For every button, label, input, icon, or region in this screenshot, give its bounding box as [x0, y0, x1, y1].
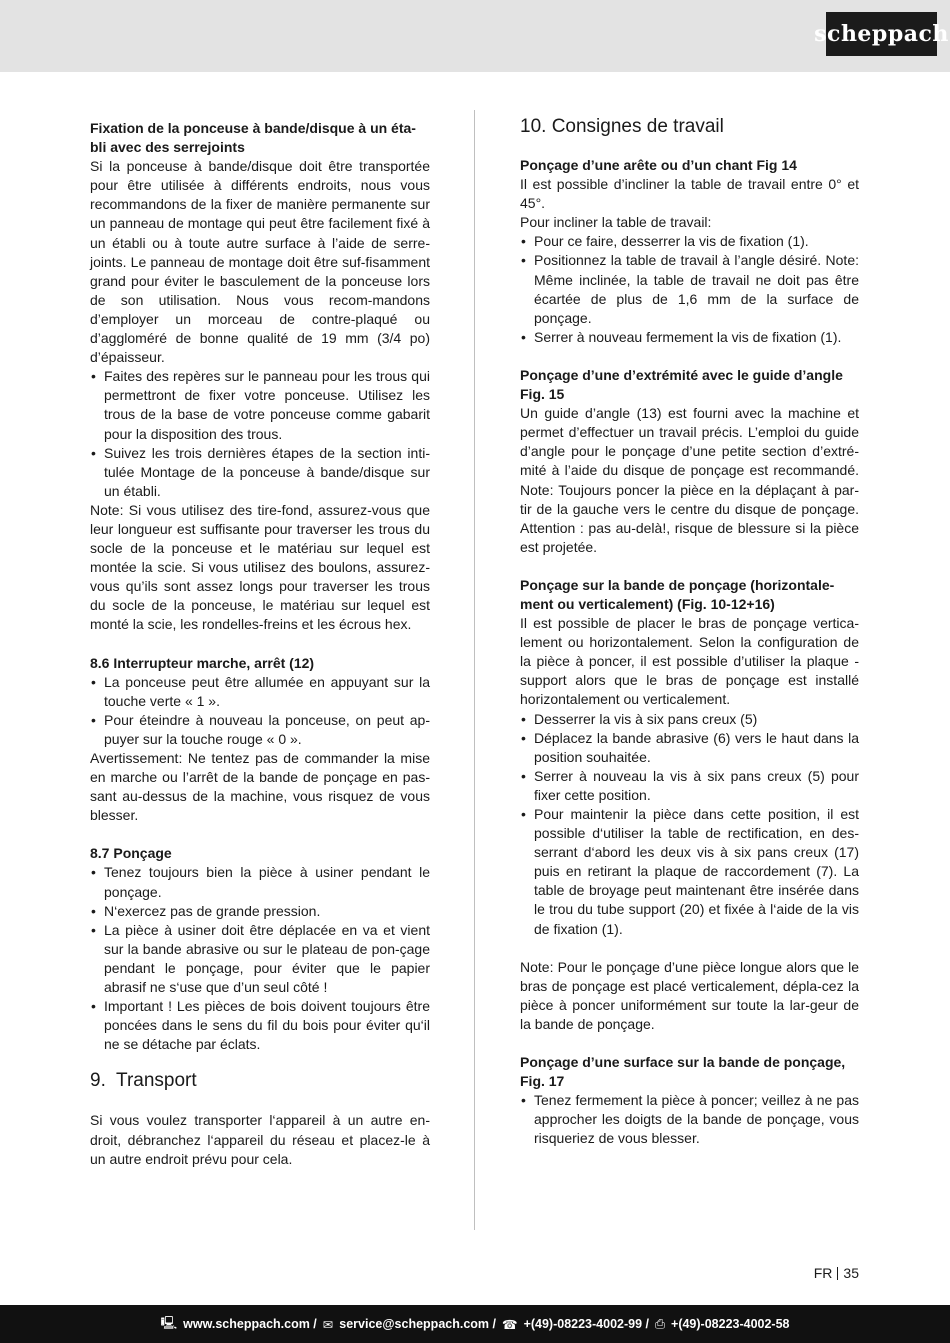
footer-bar — [0, 1305, 950, 1343]
switch-bullets — [90, 673, 430, 749]
transport-heading: 9. Transport — [90, 1070, 197, 1092]
footer-email[interactable]: service@scheppach.com / — [339, 1317, 496, 1331]
list-item: • La ponceuse peut être allumée en appuyant sur la touche verte « 1 ». — [90, 673, 430, 711]
page-lang: FR — [813, 1265, 833, 1281]
extremite-title: Ponçage d’une d’extrémité avec le guide d’angle Fig. 15 — [520, 366, 843, 403]
column-divider — [474, 110, 475, 1230]
surface-bullets — [520, 1091, 859, 1148]
list-item: • N‘exercez pas de grande pression. — [90, 902, 430, 921]
list-item: • Pour maintenir la pièce dans cette position, il est possible d‘utiliser la table de rectification, en des-serrant d‘abord les deux vis à six pans creux (17) puis en retirant la plaque de raccordement (7). La table de broyage peut maintenant être insérée dans le trou du tube support (20) et fixée à l‘aide de la vis de fixation (1). — [520, 805, 859, 939]
logo-text: scheppach — [814, 21, 949, 47]
arete-title: Ponçage d’une arête ou d’un chant Fig 14 — [520, 157, 797, 173]
footer-phone: +(49)-08223-4002-99 / — [523, 1317, 649, 1331]
switch-warning: Avertissement: Ne tentez pas de commander la mise en marche ou l’arrêt de la bande de ponçage en pas-sant au-dessus de la machine, vous risquez de vous blesser. — [90, 750, 430, 824]
list-item: • Positionnez la table de travail à l’angle désiré. Note: Même inclinée, la table de travail ne doit pas être écartée de plus de 1,6 mm de la surface de ponçage. — [520, 251, 859, 327]
fixation-note: Note: Si vous utilisez des tire-fond, assurez-vous que leur longueur est suffisante pour traverser les trous du socle de la ponceuse et le matériau sur lequel est montée la scie. Si vous utilisez des boulons, assurez-vous qu’ils sont assez longs pour traverser les trous du socle de la ponceuse, le matériau sur lequel est monté la scie, les rondelles-freins et les écrous hex. — [90, 501, 430, 633]
list-item: • Serrer à nouveau la vis à six pans creux (5) pour fixer cette position. — [520, 767, 859, 805]
list-item: • Pour éteindre à nouveau la ponceuse, on peut ap-puyer sur la touche rouge « 0 ». — [90, 711, 430, 749]
page-number — [814, 1265, 859, 1281]
computer-icon: 🖳 — [160, 1315, 178, 1330]
mail-icon: ✉ — [322, 1317, 334, 1332]
transport-paragraph: Si vous voulez transporter l‘appareil à un autre en-droit, débranchez l‘appareil du réseau et placez-le à un autre endroit prévu pour cela. — [90, 1112, 430, 1167]
list-item: • Important ! Les pièces de bois doivent toujours être poncées dans le sens du fil du bois pour éviter qu‘il ne se détache par éclats. — [90, 997, 430, 1054]
list-item: • Tenez toujours bien la pièce à usiner pendant le ponçage. — [90, 863, 430, 901]
right-column — [520, 114, 859, 1149]
bande-note: Note: Pour le ponçage d’une pièce longue alors que le bras de ponçage est placé verticalement, dépla-cez la pièce à poncer uniformément sur toute la lar-geur de la bande de ponçage. — [520, 958, 859, 1032]
scheppach-logo — [814, 12, 949, 56]
bande-title: Ponçage sur la bande de ponçage (horizontale- ment ou verticalement) (Fig. 10-12+16) — [520, 576, 835, 612]
list-item: • Pour ce faire, desserrer la vis de fixation (1). — [520, 232, 859, 251]
arete-paragraph: Il est possible d’incliner la table de travail entre 0° et 45°. — [520, 176, 859, 212]
list-item: • Faites des repères sur le panneau pour les trous qui permettront de fixer votre ponceuse. Utilisez les trous de la base de votre ponceuse comme gabarit pour la disposition des trous. — [90, 367, 430, 443]
poncage-bullets — [90, 863, 430, 1054]
fixation-paragraph: Si la ponceuse à bande/disque doit être transportée pour être utilisée à différents endroits, nous vous recommandons de la fixer de manière permanente sur un panneau de montage qui peut être facilement fixé à un établi ou à toute autre surface à l’aide de serre-joints. Le panneau de montage doit être suf-fisamment grand pour éviter le basculement de la ponceuse lors de son utilisation. Nous vous recom-mandons d’employer un morceau de contre-plaqué ou d’aggloméré de bonne qualité de 19 mm (3/4 po) d’épaisseur. — [90, 158, 430, 366]
list-item: • La pièce à usiner doit être déplacée en va et vient sur la bande abrasive ou sur le plateau de pon-çage pendant le ponçage, pour éviter que le papier abrasif ne s‘use que d’un seul côté ! — [90, 921, 430, 997]
bande-bullets — [520, 710, 859, 939]
list-item: • Déplacez la bande abrasive (6) vers le haut dans la position souhaitée. — [520, 729, 859, 767]
arete-bullets — [520, 232, 859, 347]
surface-title: Ponçage d’une surface sur la bande de ponçage, Fig. 17 — [520, 1054, 846, 1090]
page-separator — [837, 1267, 838, 1280]
arete-intro: Pour incliner la table de travail: — [520, 214, 712, 231]
header-band — [0, 0, 950, 72]
list-item: • Tenez fermement la pièce à poncer; veillez à ne pas approcher les doigts de la bande de ponçage, vous risqueriez de vous blesser. — [520, 1091, 859, 1148]
fixation-bullets — [90, 367, 430, 501]
fixation-title: Fixation de la ponceuse à bande/disque à un éta- bli avec des serrejoints — [90, 120, 416, 156]
list-item: • Serrer à nouveau fermement la vis de fixation (1). — [520, 328, 859, 347]
fax-icon: ⎙ — [655, 1316, 666, 1331]
bande-paragraph: Il est possible de placer le bras de ponçage vertica-lement ou horizontalement. Selon la configuration de la pièce à poncer, il est possible d’utiliser la plaque - support alors que le bras de ponçage est installé horizontalement ou verticalement. — [520, 615, 859, 708]
footer-web[interactable]: www.scheppach.com / — [183, 1317, 317, 1331]
poncage-title: 8.7 Ponçage — [90, 845, 172, 862]
switch-title: 8.6 Interrupteur marche, arrêt (12) — [90, 654, 315, 671]
section-10-heading: 10. Consignes de travail — [520, 116, 724, 137]
list-item: • Suivez les trois dernières étapes de la section inti-tulée Montage de la ponceuse à bande/disque sur un établi. — [90, 444, 430, 501]
extremite-paragraph: Un guide d’angle (13) est fourni avec la machine et permet d’effectuer un travail précis. L’emploi du guide d’angle pour le ponçage d’une petite section d’extré-mité à l’aide du disque de ponçage est recommandé. Note: Toujours poncer la pièce en la déplaçant à par-tir de la gauche vers le centre du disque de ponçage. Attention : pas au-delà!, risque de blessure si la pièce est projetée. — [520, 405, 859, 555]
page-num: 35 — [843, 1265, 859, 1281]
footer-fax: +(49)-08223-4002-58 — [671, 1317, 790, 1331]
phone-icon: ☎ — [501, 1317, 518, 1332]
left-column — [90, 119, 430, 1169]
list-item: • Desserrer la vis à six pans creux (5) — [520, 710, 859, 729]
